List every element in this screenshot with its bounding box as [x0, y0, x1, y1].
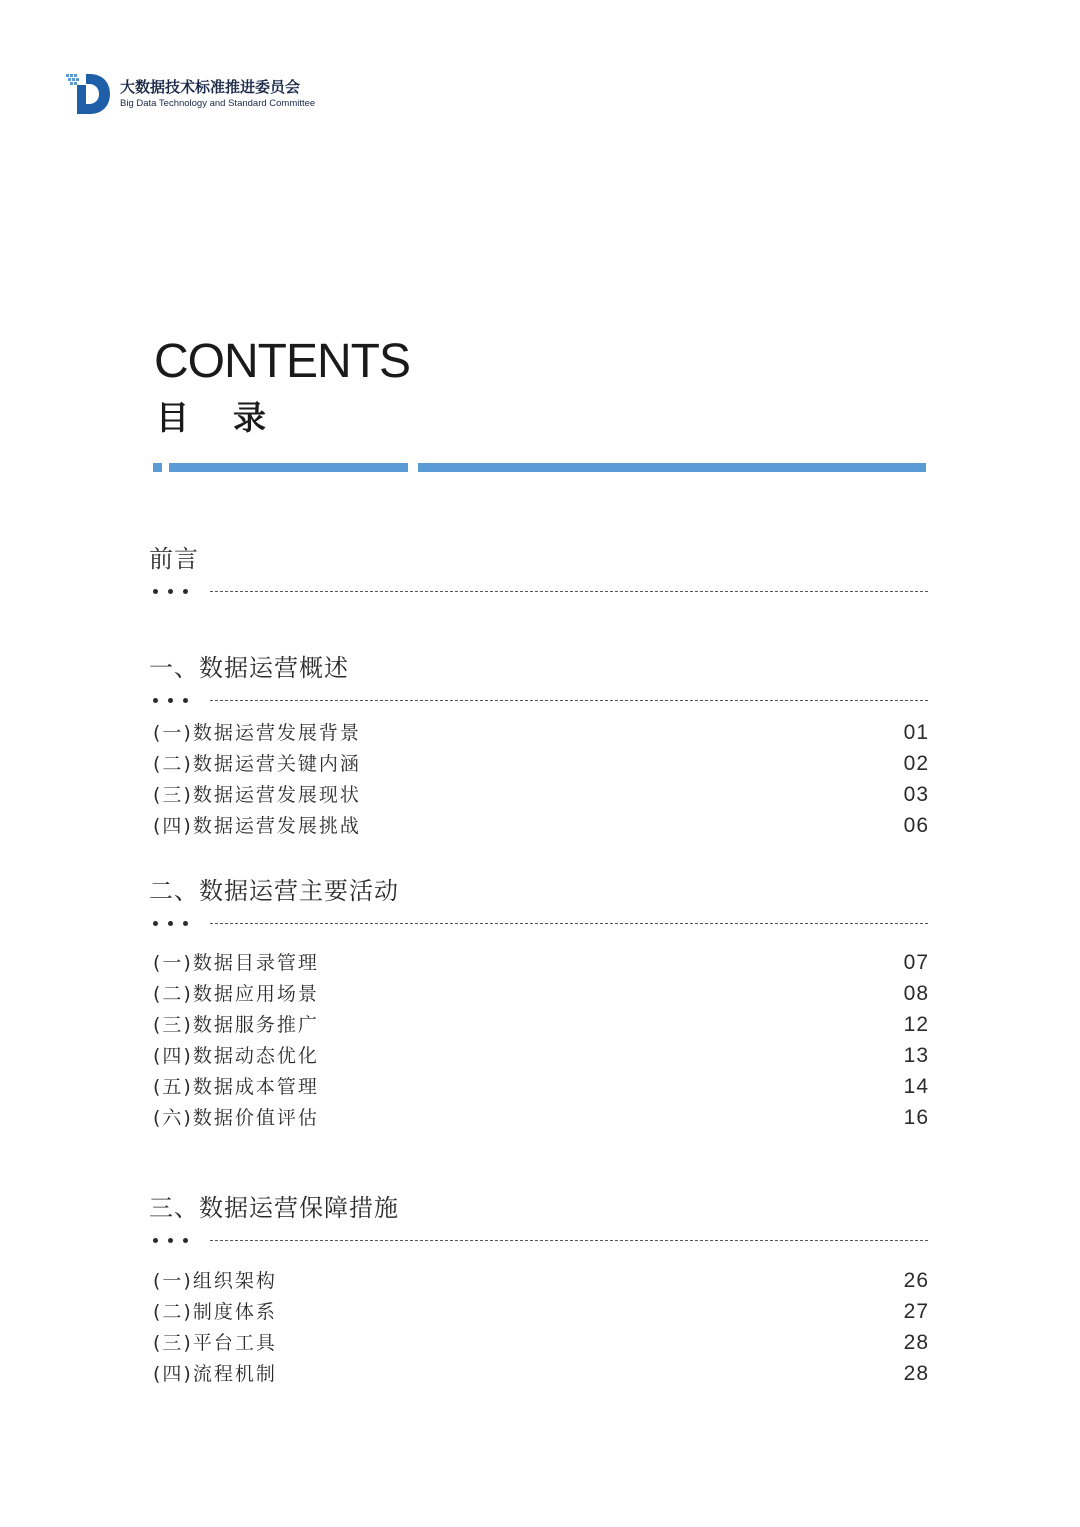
toc-section-heading[interactable]: 三、数据运营保障措施: [149, 1194, 399, 1222]
toc-item[interactable]: [153, 1362, 929, 1386]
toc-item-page: 28: [903, 1331, 929, 1354]
org-logo: [66, 72, 315, 116]
toc-item[interactable]: [153, 951, 929, 975]
accent-bar-small: [153, 463, 162, 472]
contents-title: CONTENTS: [154, 335, 410, 388]
toc-item-page: 13: [903, 1044, 929, 1067]
toc-item-label: (五)数据成本管理: [153, 1076, 319, 1098]
toc-item[interactable]: [153, 814, 929, 838]
accent-bar-long: [418, 463, 926, 472]
toc-item-page: 02: [903, 752, 929, 775]
toc-item[interactable]: [153, 1106, 929, 1130]
dashed-divider: [210, 1240, 928, 1241]
toc-item-page: 28: [903, 1362, 929, 1385]
toc-item-label: (四)流程机制: [153, 1363, 277, 1385]
toc-item-page: 14: [903, 1075, 929, 1098]
toc-item[interactable]: [153, 1013, 929, 1037]
toc-preface[interactable]: 前言: [149, 545, 199, 573]
toc-item-label: (二)制度体系: [153, 1301, 277, 1323]
d-letter-logo-icon: [66, 72, 114, 116]
toc-item[interactable]: [153, 721, 929, 745]
dashed-divider: [210, 700, 928, 701]
toc-item[interactable]: [153, 1331, 929, 1355]
toc-item[interactable]: [153, 1269, 929, 1293]
toc-section-heading[interactable]: 二、数据运营主要活动: [149, 877, 399, 905]
toc-item[interactable]: [153, 1044, 929, 1068]
toc-item-label: (三)数据运营发展现状: [153, 784, 361, 806]
toc-item-label: (一)数据目录管理: [153, 952, 319, 974]
toc-item-label: (一)数据运营发展背景: [153, 722, 361, 744]
toc-item-page: 26: [903, 1269, 929, 1292]
toc-item-page: 27: [903, 1300, 929, 1323]
toc-item-label: (二)数据应用场景: [153, 983, 319, 1005]
toc-item[interactable]: [153, 982, 929, 1006]
toc-section-heading[interactable]: 一、数据运营概述: [149, 654, 349, 682]
dashed-divider: [210, 923, 928, 924]
dots-divider: [153, 589, 188, 595]
dots-divider: [153, 1238, 188, 1244]
toc-item-label: (二)数据运营关键内涵: [153, 753, 361, 775]
toc-item-label: (四)数据动态优化: [153, 1045, 319, 1067]
toc-item[interactable]: [153, 1300, 929, 1324]
toc-item[interactable]: [153, 752, 929, 776]
toc-item-page: 03: [903, 783, 929, 806]
toc-item-page: 08: [903, 982, 929, 1005]
toc-item-page: 07: [903, 951, 929, 974]
toc-item-label: (三)数据服务推广: [153, 1014, 319, 1036]
toc-item-label: (四)数据运营发展挑战: [153, 815, 361, 837]
toc-item-page: 16: [903, 1106, 929, 1129]
toc-item-label: (一)组织架构: [153, 1270, 277, 1292]
dashed-divider: [210, 591, 928, 592]
toc-item-page: 01: [903, 721, 929, 744]
toc-item-label: (六)数据价值评估: [153, 1107, 319, 1129]
toc-item-page: 06: [903, 814, 929, 837]
dots-divider: [153, 698, 188, 704]
org-name-en: Big Data Technology and Standard Committee: [120, 98, 316, 109]
toc-item-label: (三)平台工具: [153, 1332, 277, 1354]
toc-item-page: 12: [903, 1013, 929, 1036]
toc-item[interactable]: [153, 1075, 929, 1099]
accent-bar-middle: [169, 463, 408, 472]
toc-item[interactable]: [153, 783, 929, 807]
org-name-cn: 大数据技术标准推进委员会: [120, 78, 301, 96]
dots-divider: [153, 921, 188, 927]
mulu-title: 目录: [156, 398, 310, 437]
